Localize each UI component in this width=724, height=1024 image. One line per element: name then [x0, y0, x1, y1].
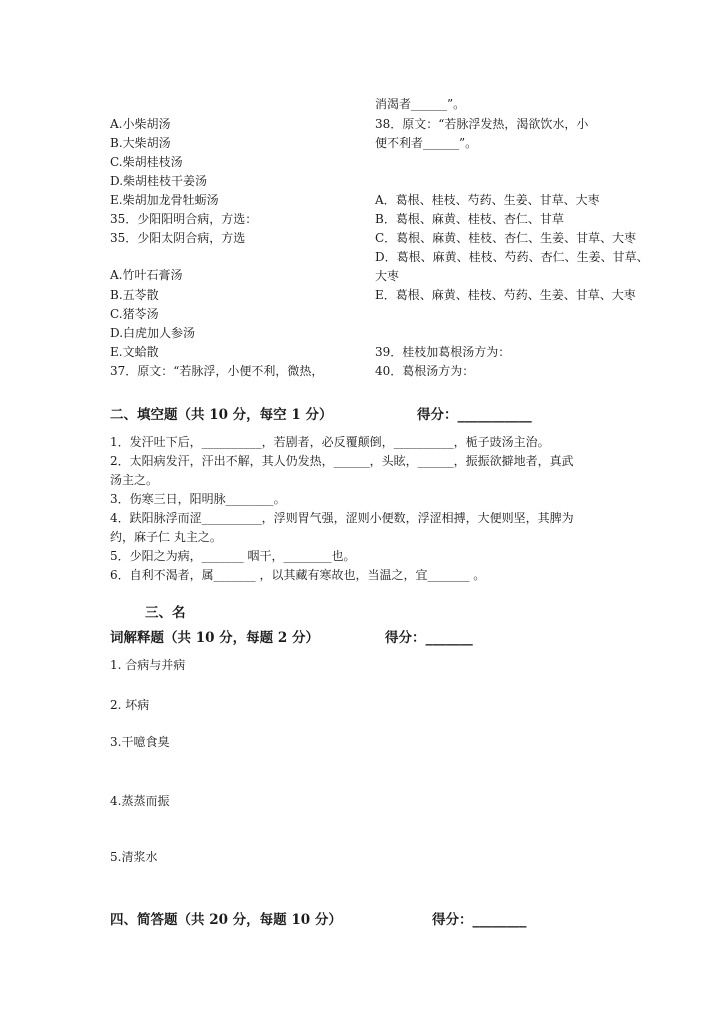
option-36-e: E.文蛤散 [110, 345, 159, 359]
fill-item-3: 3．伤寒三日，阳明脉________。 [110, 492, 286, 506]
fill-item-4: 4．趺阳脉浮而涩__________，浮则胃气强，涩则小便数，浮涩相搏，大便则坚，其脾为 [110, 511, 574, 525]
option-36-b: B.五苓散 [110, 288, 159, 302]
question-39: 39．桂枝加葛根汤方为： [375, 345, 511, 359]
section-3-score: 得分：_______ [385, 630, 473, 646]
question-37-continued: 消渴者______”。 [375, 97, 466, 111]
option-e: E．葛根、麻黄、桂枝、芍药、生姜、甘草、大枣 [375, 288, 636, 302]
option-34-b: B.大柴胡汤 [110, 136, 171, 150]
section-4-score: 得分：________ [432, 912, 527, 928]
term-item-1: 1. 合病与并病 [110, 658, 186, 672]
section-2-title: 二、填空题（共 10 分，每空 1 分） [110, 407, 333, 423]
section-4-title: 四、简答题（共 20 分，每题 10 分） [110, 912, 342, 928]
option-34-a: A.小柴胡汤 [110, 117, 171, 131]
fill-item-1: 1．发汗吐下后，__________，若剧者，必反覆颠倒，__________，栀子豉汤主治。 [110, 435, 550, 449]
question-38-line1: 38．原文：“若脉浮发热，渴欲饮水，小 [375, 117, 589, 131]
question-37: 37．原文：“若脉浮，小便不利，微热， [110, 364, 324, 378]
fill-item-6: 6．自利不渴者，属_______ ，以其藏有寒故也，当温之，宜_______ 。 [110, 568, 486, 582]
option-d: D．葛根、麻黄、桂枝、芍药、杏仁、生姜、甘草、 [375, 250, 649, 264]
option-a: A．葛根、桂枝、芍药、生姜、甘草、大枣 [375, 193, 600, 207]
option-36-a: A.竹叶石膏汤 [110, 268, 183, 282]
term-item-5: 5.清浆水 [110, 850, 158, 864]
question-40: 40．葛根汤方为： [375, 364, 475, 378]
fill-item-5: 5．少阳之为病，_______ 咽干，________也。 [110, 549, 356, 563]
option-c: C．葛根、麻黄、桂枝、杏仁、生姜、甘草、大枣 [375, 231, 637, 245]
fill-item-4-continued: 约，麻子仁 丸主之。 [110, 530, 222, 544]
section-2-score: 得分：___________ [417, 407, 532, 423]
section-3-title-line2: 词解释题（共 10 分，每题 2 分） [110, 630, 319, 646]
option-b: B．葛根、麻黄、桂枝、杏仁、甘草 [375, 212, 564, 226]
option-34-d: D.柴胡桂枝干姜汤 [110, 174, 208, 188]
option-34-c: C.柴胡桂枝汤 [110, 155, 183, 169]
question-35a: 35．少阳阳明合病，方选： [110, 212, 258, 226]
question-38-line2: 便不利者______”。 [375, 136, 478, 150]
fill-item-2-continued: 汤主之。 [110, 473, 159, 487]
option-34-e: E.柴胡加龙骨牡蛎汤 [110, 193, 219, 207]
term-item-2: 2. 坏病 [110, 698, 150, 712]
option-36-c: C.猪苓汤 [110, 307, 159, 321]
term-item-4: 4.蒸蒸而振 [110, 794, 170, 808]
option-d-continued: 大枣 [375, 269, 400, 283]
fill-item-2: 2．太阳病发汗，汗出不解，其人仍发热，______，头眩，______，振振欲擗地者，真武 [110, 454, 574, 468]
question-35b: 35．少阳太阴合病，方选 [110, 231, 246, 245]
option-36-d: D.白虎加人参汤 [110, 326, 196, 340]
section-3-title-line1: 三、名 [145, 605, 186, 621]
term-item-3: 3.干噫食臭 [110, 735, 170, 749]
